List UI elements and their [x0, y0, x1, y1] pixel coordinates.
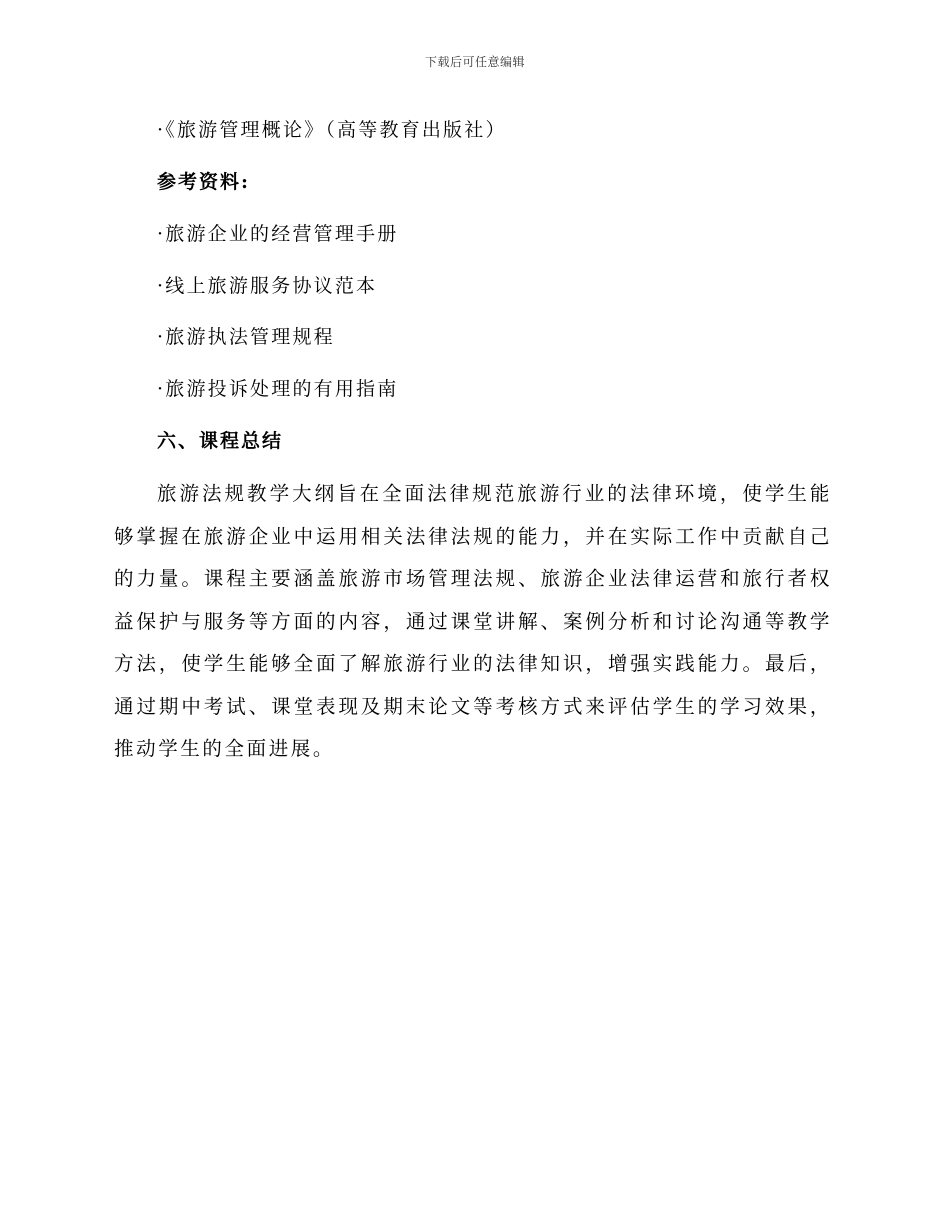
page-header: 下载后可任意编辑 [424, 55, 525, 69]
reference-item: ·旅游投诉处理的有用指南 [157, 378, 399, 400]
reference-item: ·旅游企业的经营管理手册 [157, 223, 399, 245]
textbook-item: ·《旅游管理概论》（高等教育出版社） [157, 119, 507, 141]
references-heading: 参考资料: [157, 171, 251, 193]
summary-heading: 六、课程总结 [157, 430, 284, 452]
reference-item: ·线上旅游服务协议范本 [157, 275, 378, 297]
summary-paragraph: 旅游法规教学大纲旨在全面法律规范旅游行业的法律环境，使学生能够掌握在旅游企业中运用相关法律法规的能力，并在实际工作中贡献自己的力量。课程主要涵盖旅游市场管理法规、旅游企业法律运营和旅行者权益保护与服务等方面的内容，通过课堂讲解、案例分析和讨论沟通等教学方法，使学生能够全面了解旅游行业的法律知识，增强实践能力。最后，通过期中考试、课堂表现及期末论文等考核方式来评估学生的学习效果，推动学生的全面进展。 [114, 482, 832, 760]
reference-item: ·旅游执法管理规程 [157, 326, 335, 348]
